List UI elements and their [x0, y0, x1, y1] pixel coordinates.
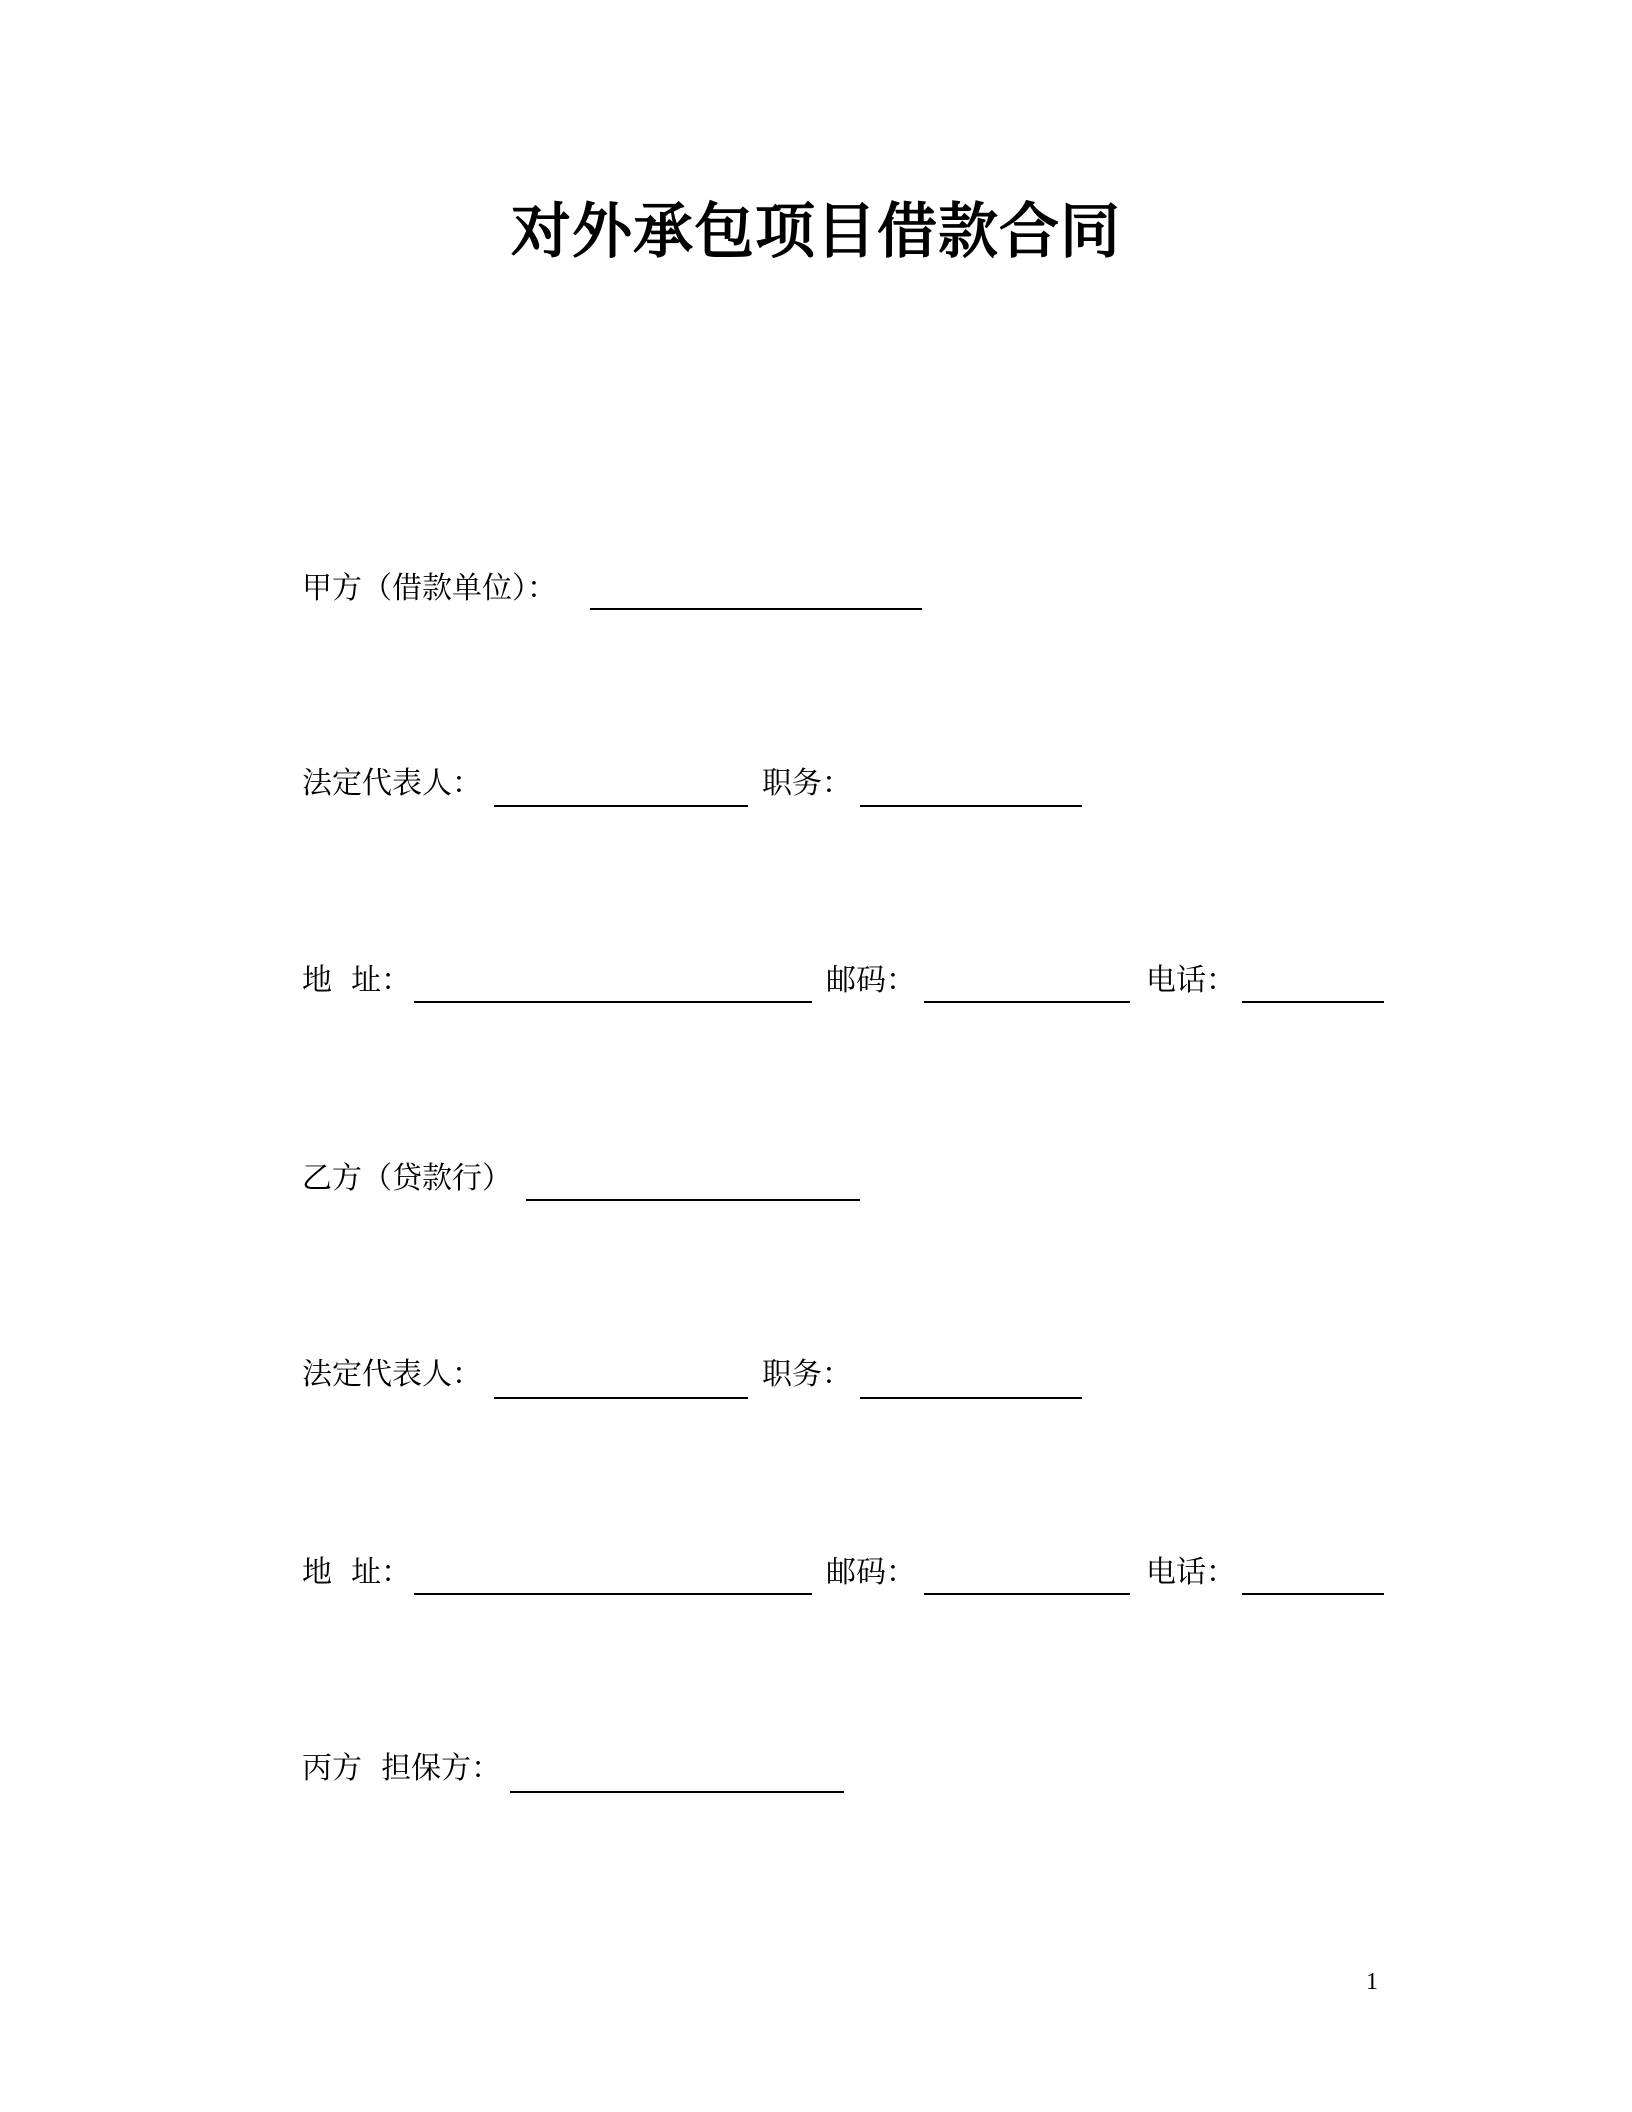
- party-a-phone-blank[interactable]: [1242, 1001, 1384, 1003]
- party-b-representative-blank[interactable]: [494, 1397, 748, 1399]
- party-b-name-blank[interactable]: [526, 1199, 860, 1201]
- party-b-postcode-label: 邮码：: [826, 1555, 916, 1590]
- party-a-name-blank[interactable]: [590, 608, 922, 610]
- party-b-phone-blank[interactable]: [1242, 1593, 1384, 1595]
- party-b-phone-label: 电话：: [1146, 1555, 1236, 1590]
- party-c-guarantor-blank[interactable]: [510, 1791, 844, 1793]
- party-a-representative-label: 法定代表人：: [302, 766, 482, 801]
- party-b-position-label: 职务：: [762, 1357, 852, 1392]
- page-title: 对外承包项目借款合同: [511, 197, 1121, 267]
- party-a-representative-blank[interactable]: [494, 805, 748, 807]
- party-a-postcode-label: 邮码：: [826, 963, 916, 998]
- page-number: 1: [1366, 1969, 1378, 1995]
- party-a-phone-label: 电话：: [1146, 963, 1236, 998]
- party-a-position-label: 职务：: [762, 766, 852, 801]
- party-b-position-blank[interactable]: [860, 1397, 1082, 1399]
- party-a-label: 甲方（借款单位）：: [302, 571, 557, 606]
- party-b-label: 乙方（贷款行）: [302, 1161, 512, 1196]
- party-a-postcode-blank[interactable]: [924, 1001, 1130, 1003]
- party-b-address-blank[interactable]: [414, 1593, 812, 1595]
- party-c-label: 丙方 担保方：: [302, 1751, 502, 1786]
- party-a-address-blank[interactable]: [414, 1001, 812, 1003]
- party-b-representative-label: 法定代表人：: [302, 1357, 482, 1392]
- party-b-address-label: 地 址：: [302, 1555, 412, 1590]
- party-b-postcode-blank[interactable]: [924, 1593, 1130, 1595]
- party-a-address-label: 地 址：: [302, 963, 412, 998]
- party-a-position-blank[interactable]: [860, 805, 1082, 807]
